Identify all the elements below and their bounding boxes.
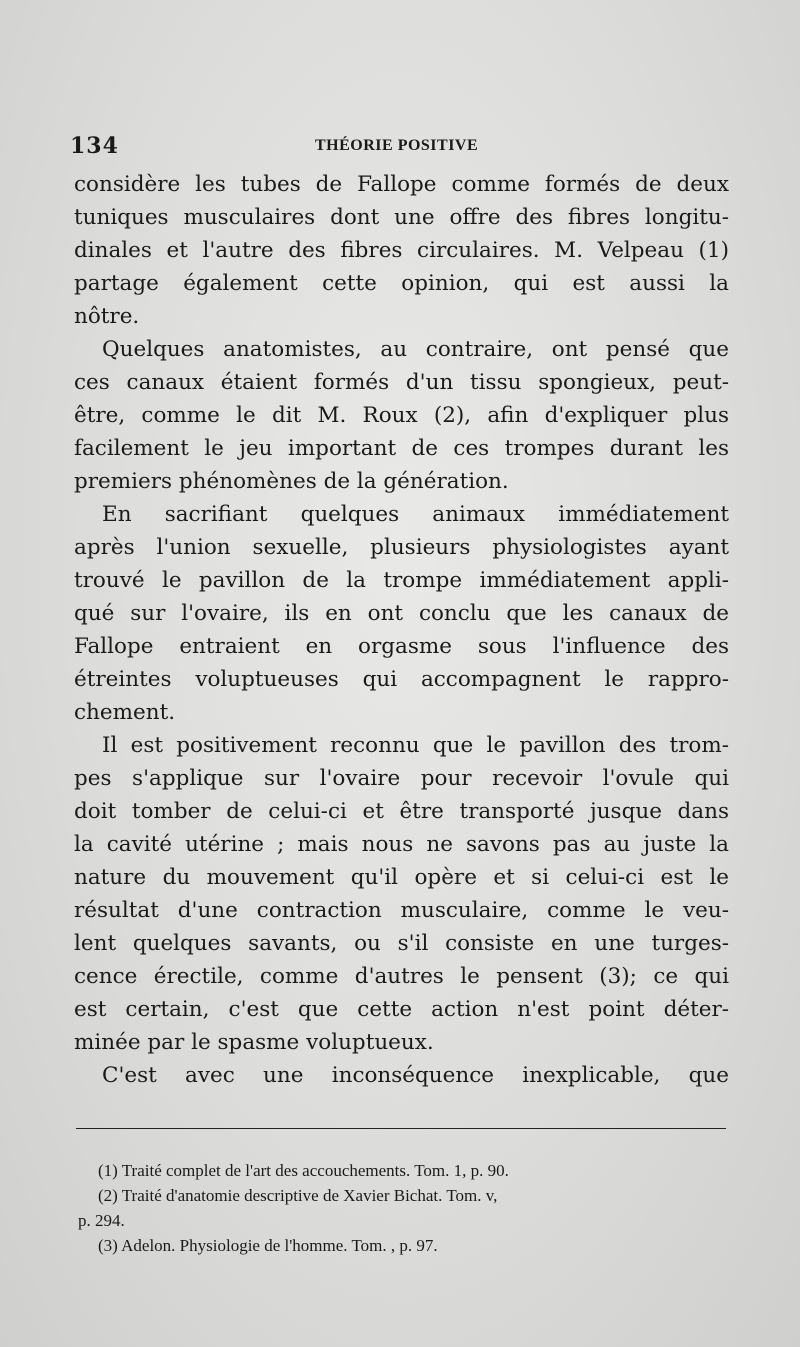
text-line: doit tomber de celui-ci et être transporté jusque dans [74, 799, 729, 824]
running-head [70, 133, 730, 163]
footnote-3: (3) Adelon. Physiologie de l'homme. Tom. , p. 97. [98, 1236, 438, 1255]
text-line: cence érectile, comme d'autres le pensent (3); ce qui [74, 964, 729, 989]
text-line: être, comme le dit M. Roux (2), afin d'expliquer plus [74, 403, 729, 428]
body-text [74, 168, 729, 1092]
text-line: chement. [74, 700, 176, 725]
footnote-2-continuation: p. 294. [78, 1211, 125, 1230]
paragraph-start-line: C'est avec une inconséquence inexplicable, que [102, 1063, 729, 1088]
text-line: nôtre. [74, 304, 140, 329]
text-line: la cavité utérine ; mais nous ne savons pas au juste la [74, 832, 729, 857]
running-title: THÉORIE POSITIVE [315, 137, 479, 154]
text-line: partage également cette opinion, qui est aussi la [74, 271, 729, 296]
text-line: pes s'applique sur l'ovaire pour recevoir l'ovule qui [74, 766, 729, 791]
footnote-2: (2) Traité d'anatomie descriptive de Xavier Bichat. Tom. v, [98, 1186, 498, 1205]
text-line: considère les tubes de Fallope comme formés de deux [74, 172, 729, 197]
text-line: trouvé le pavillon de la trompe immédiatement appli- [74, 568, 729, 593]
text-line: étreintes voluptueuses qui accompagnent le rappro- [74, 667, 729, 692]
text-line: après l'union sexuelle, plusieurs physiologistes ayant [74, 535, 729, 560]
text-line: résultat d'une contraction musculaire, comme le veu- [74, 898, 729, 923]
page-number: 134 [70, 133, 119, 159]
text-line: premiers phénomènes de la génération. [74, 469, 509, 494]
text-line: est certain, c'est que cette action n'est point déter- [74, 997, 729, 1022]
text-line: tuniques musculaires dont une offre des fibres longitu- [74, 205, 729, 230]
text-line: minée par le spasme voluptueux. [74, 1030, 434, 1055]
text-line: lent quelques savants, ou s'il consiste en une turges- [74, 931, 729, 956]
paragraph-start-line: Quelques anatomistes, au contraire, ont pensé que [102, 337, 729, 362]
text-line: ces canaux étaient formés d'un tissu spongieux, peut- [74, 370, 729, 395]
text-line: dinales et l'autre des fibres circulaires. M. Velpeau (1) [74, 238, 729, 263]
text-line: facilement le jeu important de ces trompes durant les [74, 436, 729, 461]
text-line: Fallope entraient en orgasme sous l'influence des [74, 634, 729, 659]
paragraph-start-line: En sacrifiant quelques animaux immédiatement [102, 502, 729, 527]
text-line: nature du mouvement qu'il opère et si celui-ci est le [74, 865, 729, 890]
footnotes [78, 1158, 728, 1258]
paragraph-start-line: Il est positivement reconnu que le pavillon des trom- [102, 733, 729, 758]
footnote-1: (1) Traité complet de l'art des accouchements. Tom. 1, p. 90. [98, 1161, 509, 1180]
footnote-rule [76, 1128, 726, 1129]
text-line: qué sur l'ovaire, ils en ont conclu que les canaux de [74, 601, 729, 626]
